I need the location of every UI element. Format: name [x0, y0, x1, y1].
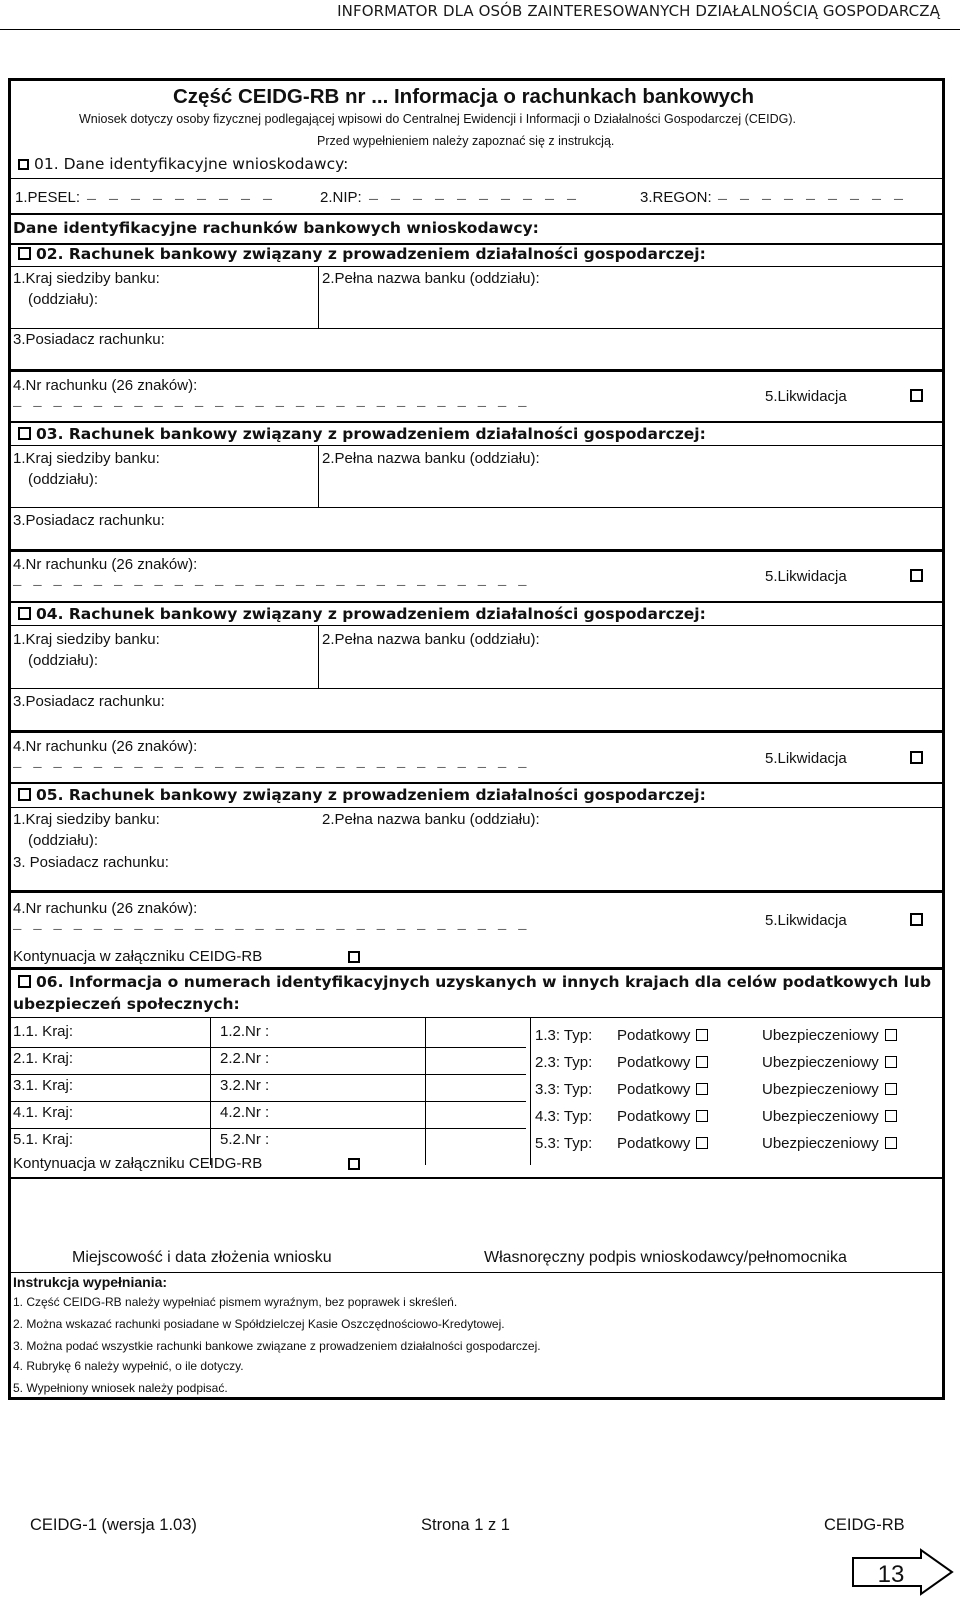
section-03-title: 03. Rachunek bankowy związany z prowadzeniem działalności gospodarczej:: [18, 425, 706, 443]
divider: [11, 421, 942, 423]
number-label: 4.2.Nr :: [220, 1104, 270, 1121]
number-label: 2.2.Nr :: [220, 1050, 270, 1067]
country-label: 4.1. Kraj:: [13, 1104, 74, 1121]
tax-option[interactable]: Podatkowy: [617, 1027, 708, 1044]
likwidacja-label: 5.Likwidacja: [765, 388, 847, 405]
country-label: 2.1. Kraj:: [13, 1050, 74, 1067]
likwidacja-checkbox[interactable]: [910, 912, 928, 930]
divider: [11, 625, 942, 626]
form-subtitle-1: Wniosek dotyczy osoby fizycznej podlegającej wpisowi do Centralnej Ewidencji i Informacji o Działalności Gospodarczej (CEIDG).: [79, 112, 796, 126]
country-label: 1.1. Kraj:: [13, 1023, 74, 1040]
instruction-item: 4. Rubrykę 6 należy wypełnić, o ile dotyczy.: [13, 1359, 244, 1373]
divider: [11, 807, 942, 808]
divider: [11, 782, 942, 784]
section-01-title: 01. Dane identyfikacyjne wnioskodawcy:: [18, 155, 348, 173]
kraj-label: 1.Kraj siedziby banku:: [13, 270, 160, 287]
continuation-checkbox[interactable]: [348, 1156, 365, 1174]
instruction-item: 2. Można wskazać rachunki posiadane w Spółdzielczej Kasie Oszczędnościowo-Kredytowej.: [13, 1317, 505, 1331]
section-01-checkbox[interactable]: [18, 159, 29, 170]
divider: [11, 1074, 526, 1075]
pesel-label: 1.PESEL:: [15, 189, 81, 206]
insurance-checkbox[interactable]: [885, 1083, 897, 1095]
tax-option[interactable]: Podatkowy: [617, 1135, 708, 1152]
likwidacja-checkbox[interactable]: [910, 750, 928, 768]
likwidacja-label: 5.Likwidacja: [765, 750, 847, 767]
footer-page-of: Strona 1 z 1: [421, 1516, 510, 1534]
divider: [11, 890, 942, 893]
insurance-checkbox[interactable]: [885, 1110, 897, 1122]
nr-field[interactable]: _ _ _ _ _ _ _ _ _ _ _ _ _ _ _ _ _ _ _ _ _ _ _ _ _ _: [13, 394, 529, 410]
instruction-item: 5. Wypełniony wniosek należy podpisać.: [13, 1381, 228, 1395]
accounts-heading: Dane identyfikacyjne rachunków bankowych wnioskodawcy:: [13, 219, 539, 237]
nr-field[interactable]: _ _ _ _ _ _ _ _ _ _ _ _ _ _ _ _ _ _ _ _ _ _ _ _ _ _: [13, 573, 529, 589]
tax-checkbox[interactable]: [696, 1137, 708, 1149]
instruction-item: 1. Część CEIDG-RB należy wypełniać pismem wyraźnym, bez poprawek i skreśleń.: [13, 1295, 458, 1309]
divider: [210, 1017, 211, 1165]
country-label: 5.1. Kraj:: [13, 1131, 74, 1148]
kraj-label: 1.Kraj siedziby banku:: [13, 450, 160, 467]
divider: [11, 266, 942, 267]
kraj-label: 1.Kraj siedziby banku:: [13, 631, 160, 648]
tax-checkbox[interactable]: [696, 1029, 708, 1041]
number-label: 1.2.Nr :: [220, 1023, 270, 1040]
section-04-checkbox[interactable]: [18, 607, 31, 620]
tax-option[interactable]: Podatkowy: [617, 1081, 708, 1098]
footer-form-version: CEIDG-1 (wersja 1.03): [30, 1516, 197, 1534]
divider: [11, 601, 942, 603]
type-label: 3.3: Typ:: [535, 1081, 593, 1098]
signature-label: Własnoręczny podpis wnioskodawcy/pełnomocnika: [484, 1249, 847, 1266]
continuation-label: Kontynuacja w załączniku CEIDG-RB: [13, 948, 263, 965]
nr-label: 4.Nr rachunku (26 znaków):: [13, 556, 198, 573]
regon-label: 3.REGON:: [640, 189, 712, 206]
divider: [11, 328, 942, 329]
oddzial-label: (oddziału):: [28, 652, 99, 669]
likwidacja-checkbox[interactable]: [910, 568, 928, 586]
insurance-checkbox[interactable]: [885, 1137, 897, 1149]
footer-part-name: CEIDG-RB: [824, 1516, 905, 1534]
oddzial-label: (oddziału):: [28, 291, 99, 308]
section-06-title: 06. Informacja o numerach identyfikacyjnych uzyskanych w innych krajach dla celów podatkowych lub: [18, 973, 931, 991]
insurance-checkbox[interactable]: [885, 1056, 897, 1068]
instruction-item: 3. Można podać wszystkie rachunki bankowe związane z prowadzeniem działalności gospodarczej.: [13, 1339, 541, 1353]
divider: [11, 1047, 526, 1048]
bank-name-label: 2.Pełna nazwa banku (oddziału):: [322, 450, 540, 467]
bank-name-label: 2.Pełna nazwa banku (oddziału):: [322, 270, 540, 287]
divider: [318, 625, 319, 688]
continuation-label: Kontynuacja w załączniku CEIDG-RB: [13, 1155, 263, 1172]
posiadacz-label: 3.Posiadacz rachunku:: [13, 693, 165, 710]
divider: [11, 178, 942, 179]
insurance-option[interactable]: Ubezpieczeniowy: [762, 1054, 897, 1071]
divider: [11, 549, 942, 552]
section-06-title-cont: ubezpieczeń społecznych:: [13, 995, 240, 1013]
nip-label: 2.NIP:: [320, 189, 362, 206]
section-04-title: 04. Rachunek bankowy związany z prowadzeniem działalności gospodarczej:: [18, 605, 706, 623]
tax-checkbox[interactable]: [696, 1110, 708, 1122]
divider: [318, 266, 319, 328]
country-label: 3.1. Kraj:: [13, 1077, 74, 1094]
oddzial-label: (oddziału):: [28, 832, 99, 849]
type-label: 1.3: Typ:: [535, 1027, 593, 1044]
page-number: 13: [877, 1561, 905, 1588]
tax-option[interactable]: Podatkowy: [617, 1108, 708, 1125]
divider: [11, 445, 942, 446]
section-05-checkbox[interactable]: [18, 788, 31, 801]
section-05-title: 05. Rachunek bankowy związany z prowadzeniem działalności gospodarczej:: [18, 786, 706, 804]
tax-checkbox[interactable]: [696, 1056, 708, 1068]
number-label: 5.2.Nr :: [220, 1131, 270, 1148]
divider: [11, 688, 942, 689]
nr-field[interactable]: _ _ _ _ _ _ _ _ _ _ _ _ _ _ _ _ _ _ _ _ _ _ _ _ _ _: [13, 755, 529, 771]
type-label: 5.3: Typ:: [535, 1135, 593, 1152]
divider: [11, 1017, 942, 1018]
instructions-title: Instrukcja wypełniania:: [13, 1274, 168, 1290]
likwidacja-label: 5.Likwidacja: [765, 912, 847, 929]
divider: [11, 507, 942, 508]
insurance-option[interactable]: Ubezpieczeniowy: [762, 1027, 897, 1044]
nr-label: 4.Nr rachunku (26 znaków):: [13, 738, 198, 755]
kraj-label: 1.Kraj siedziby banku:: [13, 811, 160, 828]
insurance-option[interactable]: Ubezpieczeniowy: [762, 1081, 897, 1098]
page-number-arrow: [851, 1548, 955, 1596]
posiadacz-label: 3. Posiadacz rachunku:: [13, 854, 169, 871]
divider: [11, 1177, 942, 1179]
type-label: 2.3: Typ:: [535, 1054, 593, 1071]
divider: [11, 1272, 942, 1273]
divider: [11, 730, 942, 733]
likwidacja-label: 5.Likwidacja: [765, 568, 847, 585]
section-06-checkbox[interactable]: [18, 975, 31, 988]
regon-field[interactable]: _ _ _ _ _ _ _ _ _: [718, 186, 906, 203]
divider: [318, 445, 319, 507]
divider: [11, 967, 942, 970]
likwidacja-checkbox[interactable]: [910, 388, 928, 406]
tax-checkbox[interactable]: [696, 1083, 708, 1095]
oddzial-label: (oddziału):: [28, 471, 99, 488]
section-03-checkbox[interactable]: [18, 427, 31, 440]
posiadacz-label: 3.Posiadacz rachunku:: [13, 512, 165, 529]
nip-field[interactable]: _ _ _ _ _ _ _ _ _ _: [369, 186, 579, 203]
number-label: 3.2.Nr :: [220, 1077, 270, 1094]
type-label: 4.3: Typ:: [535, 1108, 593, 1125]
bank-name-label: 2.Pełna nazwa banku (oddziału):: [322, 631, 540, 648]
continuation-checkbox[interactable]: [348, 949, 365, 967]
tax-option[interactable]: Podatkowy: [617, 1054, 708, 1071]
nr-label: 4.Nr rachunku (26 znaków):: [13, 377, 198, 394]
nr-field[interactable]: _ _ _ _ _ _ _ _ _ _ _ _ _ _ _ _ _ _ _ _ _ _ _ _ _ _: [13, 917, 529, 933]
divider: [11, 243, 942, 245]
insurance-checkbox[interactable]: [885, 1029, 897, 1041]
divider: [425, 1017, 426, 1165]
form-title: Część CEIDG-RB nr ... Informacja o rachunkach bankowych: [173, 85, 754, 108]
divider: [11, 369, 942, 372]
nr-label: 4.Nr rachunku (26 znaków):: [13, 900, 198, 917]
running-header: INFORMATOR DLA OSÓB ZAINTERESOWANYCH DZIAŁALNOŚCIĄ GOSPODARCZĄ: [337, 2, 940, 20]
divider: [11, 1101, 526, 1102]
posiadacz-label: 3.Posiadacz rachunku:: [13, 331, 165, 348]
pesel-field[interactable]: _ _ _ _ _ _ _ _ _: [87, 186, 275, 203]
insurance-option[interactable]: Ubezpieczeniowy: [762, 1108, 897, 1125]
divider: [530, 1017, 531, 1165]
header-rule: [0, 29, 960, 30]
place-date-label: Miejscowość i data złożenia wniosku: [72, 1249, 332, 1266]
insurance-option[interactable]: Ubezpieczeniowy: [762, 1135, 897, 1152]
divider: [11, 1128, 526, 1129]
section-02-checkbox[interactable]: [18, 247, 31, 260]
divider: [11, 213, 942, 215]
section-02-title: 02. Rachunek bankowy związany z prowadzeniem działalności gospodarczej:: [18, 245, 706, 263]
bank-name-label: 2.Pełna nazwa banku (oddziału):: [322, 811, 540, 828]
form-subtitle-2: Przed wypełnieniem należy zapoznać się z instrukcją.: [317, 134, 615, 148]
